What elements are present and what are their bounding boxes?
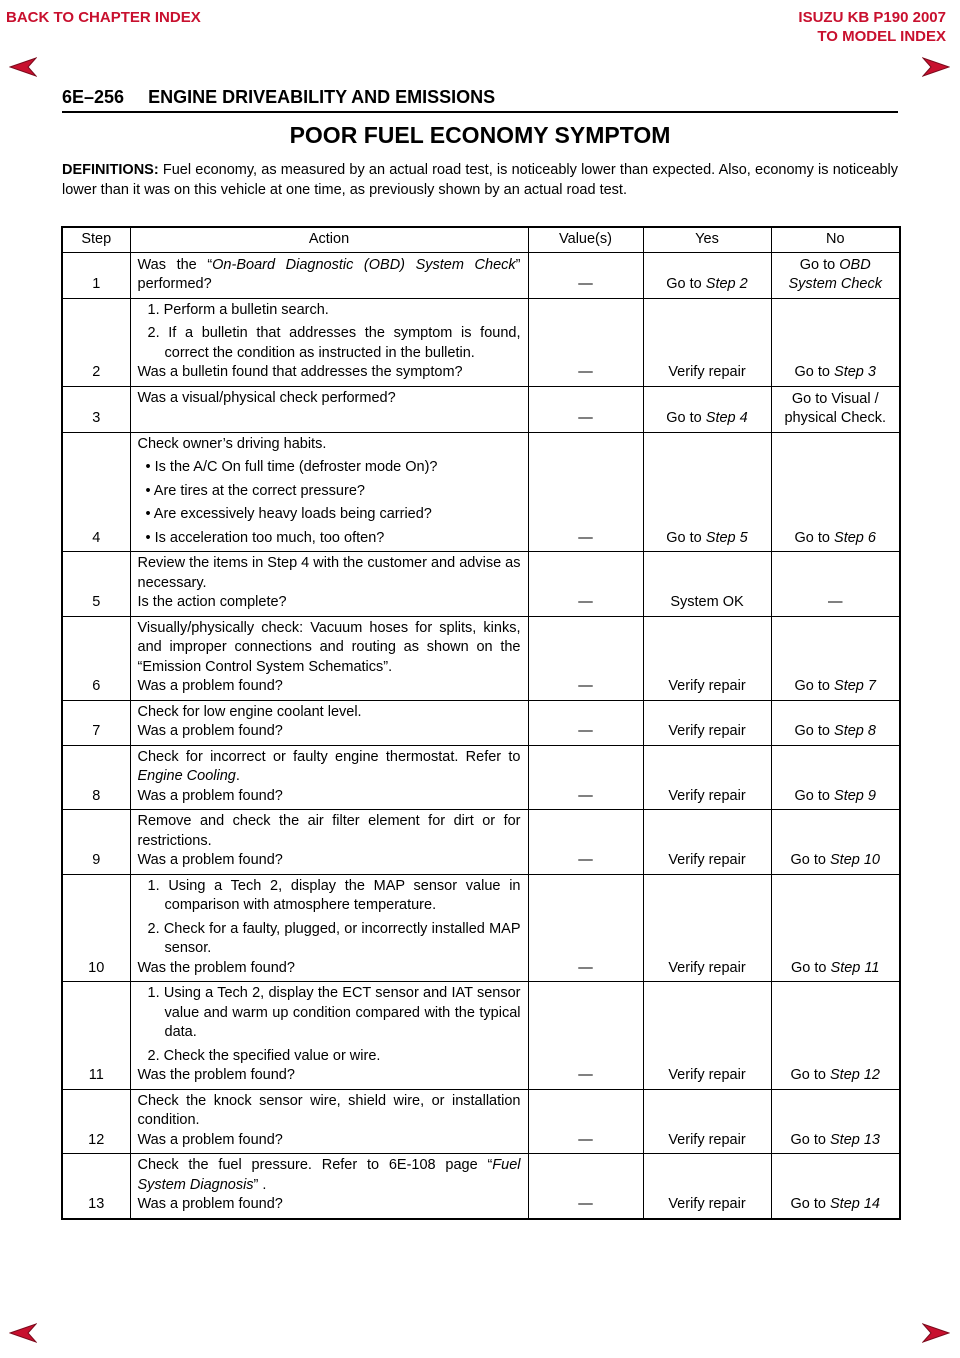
action-text: Check for incorrect or faulty engine thermostat. Refer to (137, 748, 521, 765)
action-bullet: • Is acceleration too much, too often? (145, 529, 385, 546)
action-question: Was a problem found? (137, 1196, 283, 1212)
table-row (62, 386, 900, 432)
action-bullet: • Are tires at the correct pressure? (145, 482, 365, 499)
table-header-row (62, 227, 900, 252)
yes-text: Go to (666, 410, 706, 426)
action-item: 2. Check for a faulty, plugged, or incorrectly installed MAP sensor. (147, 920, 521, 956)
yes-cell: Verify repair (643, 616, 771, 700)
table-row (62, 298, 900, 386)
action-question: Was a problem found? (137, 1131, 283, 1148)
action-cell (130, 982, 528, 1090)
action-item: 2. Check the specified value or wire. (147, 1047, 381, 1064)
no-text: Go to Visual / (791, 390, 879, 407)
value-cell: — (528, 982, 643, 1090)
action-question: Was a bulletin found that addresses the symptom? (137, 364, 463, 380)
action-item: 1. Using a Tech 2, display the ECT sensor and IAT sensor value and warm up condition compared with the typical data. (147, 985, 521, 1040)
yes-step-link[interactable]: Step 4 (705, 410, 748, 426)
step-number: 5 (62, 552, 130, 617)
to-model-index-label: TO MODEL INDEX (817, 28, 946, 45)
no-cell: — (771, 552, 900, 617)
table-row (62, 810, 900, 875)
value-cell: — (528, 745, 643, 810)
action-reference[interactable]: Engine Cooling (137, 768, 236, 784)
no-cell (771, 874, 900, 982)
back-to-chapter-index-link[interactable]: BACK TO CHAPTER INDEX (6, 9, 201, 26)
action-cell (130, 298, 528, 386)
value-cell: — (528, 1154, 643, 1219)
no-text: Go to (794, 364, 835, 380)
yes-step-link[interactable]: Step 2 (705, 276, 748, 292)
yes-text: Go to (666, 276, 706, 292)
step-number: 1 (62, 252, 130, 298)
table-row (62, 252, 900, 298)
action-cell (130, 432, 528, 552)
yes-cell (643, 252, 771, 298)
action-text: Review the items in Step 4 with the customer and advise as necessary. (137, 555, 521, 591)
no-cell (771, 982, 900, 1090)
action-text: ” performed? (137, 256, 521, 292)
no-text: Go to (794, 723, 835, 739)
column-header-action: Action (130, 227, 528, 252)
column-header-step: Step (62, 227, 130, 252)
diagnostic-table (61, 226, 901, 1220)
action-text: Remove and check the air filter element for dirt or for restrictions. (137, 813, 521, 849)
previous-page-arrow-icon[interactable] (9, 1322, 37, 1344)
value-cell: — (528, 386, 643, 432)
action-text: Check owner’s driving habits. (137, 435, 327, 452)
value-cell: — (528, 252, 643, 298)
yes-cell: Verify repair (643, 700, 771, 745)
no-cell (771, 810, 900, 875)
action-question: Was a problem found? (137, 787, 283, 804)
step-number: 13 (62, 1154, 130, 1219)
action-question: Was a problem found? (137, 723, 283, 739)
yes-cell (643, 432, 771, 552)
no-step-link[interactable]: OBD (839, 256, 871, 273)
no-cell (771, 1154, 900, 1219)
no-text: Go to (794, 529, 835, 546)
action-cell (130, 252, 528, 298)
previous-page-arrow-icon[interactable] (9, 56, 37, 78)
action-text: . (235, 768, 240, 784)
value-cell: — (528, 874, 643, 982)
action-item: 1. Perform a bulletin search. (147, 301, 329, 318)
definitions-text: Fuel economy, as measured by an actual road test, is noticeably lower than expected. Also, economy is noticeably lower than it was on this vehicle at one time, as previously shown by an actual road test. (62, 162, 898, 198)
action-text: Was the “ (137, 256, 213, 273)
no-step-link[interactable]: System Check (788, 276, 882, 292)
no-step-link[interactable]: Step 12 (830, 1067, 880, 1083)
action-question: Was a visual/physical check performed? (137, 389, 396, 406)
action-text: Visually/physically check: Vacuum hoses for splits, kinks, and improper connections and routing as shown on the “Emission Control System Schematics”. (137, 619, 521, 675)
no-step-link[interactable]: Step 6 (834, 529, 876, 546)
step-number: 6 (62, 616, 130, 700)
value-cell: — (528, 298, 643, 386)
action-cell (130, 1089, 528, 1154)
value-cell: — (528, 810, 643, 875)
next-page-arrow-icon[interactable] (922, 56, 950, 78)
action-text: Check the fuel pressure. Refer to 6E-108 page “ (137, 1157, 493, 1173)
column-header-no: No (771, 227, 900, 252)
yes-step-link[interactable]: Step 5 (705, 529, 748, 546)
action-reference: On-Board Diagnostic (OBD) System Check (212, 256, 516, 273)
no-text: Go to (790, 1067, 830, 1083)
step-number: 3 (62, 386, 130, 432)
value-cell: — (528, 616, 643, 700)
no-step-link[interactable]: Step 13 (830, 1131, 880, 1148)
table-row (62, 874, 900, 982)
model-name-label: ISUZU KB P190 2007 (798, 9, 946, 26)
definitions-label: DEFINITIONS: (62, 162, 159, 178)
action-bullet: • Is the A/C On full time (defroster mode On)? (145, 459, 438, 475)
no-step-link[interactable]: Step 14 (830, 1196, 880, 1212)
no-cell (771, 745, 900, 810)
no-step-link[interactable]: Step 11 (830, 959, 880, 976)
action-cell (130, 700, 528, 745)
next-page-arrow-icon[interactable] (922, 1322, 950, 1344)
action-item: 1. Using a Tech 2, display the MAP sensor value in comparison with atmosphere temperature. (147, 877, 521, 913)
no-cell (771, 252, 900, 298)
action-question: Was a problem found? (137, 852, 283, 868)
no-step-link[interactable]: Step 9 (834, 787, 876, 804)
action-text: ” . (253, 1176, 267, 1193)
no-text: Go to (791, 959, 831, 976)
column-header-yes: Yes (643, 227, 771, 252)
action-cell (130, 1154, 528, 1219)
column-header-values: Value(s) (528, 227, 643, 252)
page-header (62, 86, 898, 113)
table-row (62, 1154, 900, 1219)
no-text: Go to (794, 787, 835, 804)
action-question: Was a problem found? (137, 678, 283, 694)
yes-cell: Verify repair (643, 982, 771, 1090)
no-cell (771, 616, 900, 700)
action-cell (130, 810, 528, 875)
action-cell (130, 616, 528, 700)
action-bullet: • Are excessively heavy loads being carried? (145, 506, 432, 522)
table-row (62, 432, 900, 552)
no-text: physical Check. (784, 410, 887, 426)
definitions-paragraph (62, 160, 898, 200)
yes-cell: Verify repair (643, 1089, 771, 1154)
step-number: 11 (62, 982, 130, 1090)
action-cell (130, 745, 528, 810)
yes-text: Go to (666, 529, 706, 546)
no-cell (771, 298, 900, 386)
step-number: 9 (62, 810, 130, 875)
no-text: Go to (790, 1196, 830, 1212)
no-step-link[interactable]: Step 10 (830, 852, 880, 868)
page-code: 6E–256 (62, 87, 125, 107)
action-question: Was the problem found? (137, 959, 295, 976)
action-cell (130, 386, 528, 432)
action-text: Check the knock sensor wire, shield wire, or installation condition. (137, 1092, 521, 1128)
yes-cell: Verify repair (643, 298, 771, 386)
no-text: Go to (790, 1131, 830, 1148)
yes-cell: Verify repair (643, 745, 771, 810)
step-number: 7 (62, 700, 130, 745)
step-number: 10 (62, 874, 130, 982)
action-cell (130, 874, 528, 982)
yes-cell: System OK (643, 552, 771, 617)
step-number: 4 (62, 432, 130, 552)
no-cell (771, 1089, 900, 1154)
action-cell (130, 552, 528, 617)
no-step-link[interactable]: Step 3 (834, 364, 876, 380)
table-row (62, 745, 900, 810)
section-title: ENGINE DRIVEABILITY AND EMISSIONS (148, 87, 496, 107)
table-row (62, 700, 900, 745)
no-step-link[interactable]: Step 8 (834, 723, 876, 739)
no-text: Go to (799, 256, 840, 273)
yes-cell: Verify repair (643, 1154, 771, 1219)
step-number: 2 (62, 298, 130, 386)
yes-cell (643, 386, 771, 432)
table-row (62, 1089, 900, 1154)
action-reference[interactable]: Fuel System Diagnosis (137, 1157, 521, 1193)
value-cell: — (528, 700, 643, 745)
no-cell (771, 432, 900, 552)
action-question: Was the problem found? (137, 1067, 295, 1083)
yes-cell: Verify repair (643, 874, 771, 982)
yes-cell: Verify repair (643, 810, 771, 875)
no-step-link[interactable]: Step 7 (834, 678, 876, 694)
no-text: Go to (790, 852, 830, 868)
table-row (62, 552, 900, 617)
step-number: 8 (62, 745, 130, 810)
page-title: POOR FUEL ECONOMY SYMPTOM (289, 122, 671, 148)
no-cell (771, 386, 900, 432)
value-cell: — (528, 432, 643, 552)
table-row (62, 616, 900, 700)
action-question: Is the action complete? (137, 594, 287, 610)
value-cell: — (528, 552, 643, 617)
table-row (62, 982, 900, 1090)
model-index-link[interactable] (798, 8, 946, 46)
no-text: Go to (794, 678, 835, 694)
action-text: Check for low engine coolant level. (137, 703, 362, 720)
step-number: 12 (62, 1089, 130, 1154)
no-cell (771, 700, 900, 745)
action-item: 2. If a bulletin that addresses the symptom is found, correct the condition as instructed in the bulletin. (147, 325, 521, 361)
value-cell: — (528, 1089, 643, 1154)
